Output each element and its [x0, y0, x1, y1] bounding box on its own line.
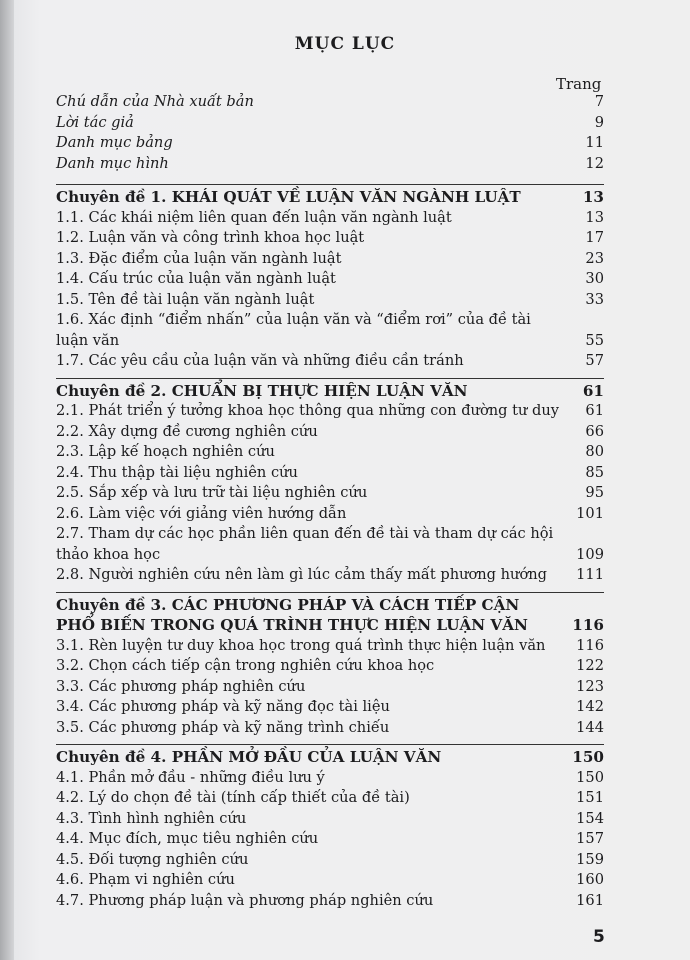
- toc-entry-title: 2.4. Thu thập tài liệu nghiên cứu: [56, 463, 298, 481]
- toc-entry-page: 13: [585, 208, 604, 226]
- section-item: [56, 228, 604, 249]
- chapter-divider: [56, 378, 604, 379]
- toc-entry-page: 23: [585, 249, 604, 267]
- toc-entry-page: 116: [576, 636, 604, 654]
- toc-entry-title: 2.6. Làm việc với giảng viên hướng dẫn: [56, 504, 347, 522]
- toc-entry-title: 4.2. Lý do chọn đề tài (tính cấp thiết của đề tài): [56, 789, 410, 806]
- section-item: [56, 891, 604, 912]
- toc-entry-page: 33: [585, 290, 604, 308]
- toc-entry-title: 4.5. Đối tượng nghiên cứu: [56, 850, 249, 868]
- toc-entry-title: 2.2. Xây dựng đề cương nghiên cứu: [56, 422, 318, 440]
- section-item: [56, 483, 604, 504]
- toc-entry-title: 3.2. Chọn cách tiếp cận trong nghiên cứu khoa học: [56, 657, 435, 674]
- book-spine-shadow: [0, 0, 14, 960]
- toc-entry-page: 17: [585, 229, 604, 246]
- section-item: [56, 401, 604, 422]
- chapter-heading: [56, 187, 604, 208]
- toc-entry-title: Chuyên đề 1. KHÁI QUÁT VỀ LUẬN VĂN NGÀNH LUẬT: [56, 188, 521, 206]
- toc-entry-title: 4.1. Phần mở đầu - những điều lưu ý: [56, 768, 325, 786]
- toc-entry-title: 3.4. Các phương pháp và kỹ năng đọc tài liệu: [56, 698, 390, 715]
- toc-entry-title: 3.5. Các phương pháp và kỹ năng trình chiếu: [56, 718, 390, 736]
- toc-entry-title: Lời tác giả: [56, 113, 134, 131]
- toc-entry-page: 85: [585, 463, 604, 481]
- section-item: [56, 442, 604, 463]
- section-item: [56, 269, 604, 290]
- toc-entry-page: 116: [572, 616, 604, 634]
- page-column-label: Trang: [556, 75, 602, 93]
- section-item: [56, 768, 604, 789]
- section-item: [56, 697, 604, 718]
- table-of-contents: [56, 92, 604, 911]
- front-matter-item: [56, 154, 604, 175]
- toc-entry-page: 123: [576, 677, 604, 695]
- toc-entry-title: 2.7. Tham dự các học phần liên quan đến đề tài và tham dự các hội thảo khoa học: [56, 525, 554, 563]
- toc-entry-title: 3.3. Các phương pháp nghiên cứu: [56, 677, 306, 695]
- section-item: [56, 677, 604, 698]
- toc-entry-page: 159: [576, 850, 604, 868]
- section-item: [56, 636, 604, 657]
- toc-entry-page: 142: [576, 698, 604, 715]
- section-item: [56, 809, 604, 830]
- toc-entry-title: 2.5. Sắp xếp và lưu trữ tài liệu nghiên cứu: [56, 484, 368, 501]
- toc-entry-page: 101: [576, 504, 604, 522]
- toc-entry-title: Chuyên đề 3. CÁC PHƯƠNG PHÁP VÀ CÁCH TIẾP CẬN PHỔ BIẾN TRONG QUÁ TRÌNH THỰC HIỆN LUẬN VĂN: [56, 595, 528, 634]
- toc-entry-title: 1.7. Các yêu cầu của luận văn và những điều cần tránh: [56, 352, 464, 369]
- toc-entry-page: 160: [576, 871, 604, 888]
- toc-entry-title: 1.2. Luận văn và công trình khoa học luật: [56, 229, 365, 246]
- toc-entry-title: Chuyên đề 2. CHUẨN BỊ THỰC HIỆN LUẬN VĂN: [56, 381, 468, 400]
- toc-entry-page: 150: [576, 768, 604, 786]
- section-item: [56, 249, 604, 270]
- toc-entry-title: 3.1. Rèn luyện tư duy khoa học trong quá trình thực hiện luận văn: [56, 636, 546, 654]
- section-item: [56, 788, 604, 809]
- page-title: MỤC LỤC: [294, 34, 396, 54]
- toc-entry-page: 151: [576, 789, 604, 806]
- section-item: [56, 504, 604, 525]
- toc-entry-page: 9: [594, 113, 604, 131]
- toc-entry-page: 161: [576, 891, 604, 909]
- section-item: [56, 310, 604, 351]
- toc-entry-page: 111: [576, 566, 604, 583]
- section-item: [56, 351, 604, 372]
- toc-entry-title: 1.6. Xác định “điểm nhấn” của luận văn và “điểm rơi” của đề tài luận văn: [56, 311, 531, 349]
- front-matter-item: [56, 133, 604, 154]
- toc-entry-title: Danh mục hình: [56, 154, 169, 172]
- toc-entry-page: 30: [585, 270, 604, 287]
- toc-entry-title: 2.1. Phát triển ý tưởng khoa học thông qua những con đường tư duy: [56, 402, 559, 419]
- toc-entry-page: 11: [585, 134, 604, 151]
- page-number: 5: [593, 927, 605, 947]
- toc-entry-page: 154: [576, 809, 604, 827]
- section-item: [56, 290, 604, 311]
- toc-entry-page: 150: [572, 748, 604, 766]
- toc-entry-title: Chuyên đề 4. PHẦN MỞ ĐẦU CỦA LUẬN VĂN: [56, 748, 442, 766]
- chapter-divider: [56, 744, 604, 745]
- chapter-divider: [56, 184, 604, 185]
- toc-entry-page: 61: [585, 402, 604, 419]
- toc-entry-title: 2.8. Người nghiên cứu nên làm gì lúc cảm thấy mất phương hướng: [56, 566, 547, 583]
- section-item: [56, 870, 604, 891]
- toc-entry-title: 4.4. Mục đích, mục tiêu nghiên cứu: [56, 830, 319, 847]
- chapter-heading: [56, 381, 604, 402]
- section-item: [56, 463, 604, 484]
- toc-entry-title: Danh mục bảng: [56, 134, 173, 151]
- toc-entry-page: 55: [585, 331, 604, 349]
- toc-entry-page: 157: [576, 830, 604, 847]
- section-item: [56, 718, 604, 739]
- section-item: [56, 422, 604, 443]
- toc-entry-page: 122: [576, 657, 604, 674]
- toc-entry-page: 109: [576, 545, 604, 563]
- section-item: [56, 565, 604, 586]
- section-item: [56, 829, 604, 850]
- toc-entry-page: 13: [582, 188, 604, 206]
- toc-entry-page: 66: [585, 422, 604, 440]
- chapter-heading: [56, 595, 604, 636]
- toc-entry-page: 95: [585, 484, 604, 501]
- section-item: [56, 208, 604, 229]
- toc-entry-title: 2.3. Lập kế hoạch nghiên cứu: [56, 443, 275, 460]
- toc-entry-title: 4.7. Phương pháp luận và phương pháp nghiên cứu: [56, 891, 434, 909]
- section-item: [56, 656, 604, 677]
- toc-entry-title: 1.5. Tên đề tài luận văn ngành luật: [56, 290, 315, 308]
- toc-entry-title: 4.6. Phạm vi nghiên cứu: [56, 871, 235, 888]
- toc-entry-page: 61: [582, 381, 604, 400]
- front-matter-item: [56, 92, 604, 113]
- section-item: [56, 850, 604, 871]
- toc-entry-page: 12: [585, 154, 604, 172]
- chapter-divider: [56, 592, 604, 593]
- front-matter-item: [56, 113, 604, 134]
- toc-entry-title: 1.3. Đặc điểm của luận văn ngành luật: [56, 249, 342, 267]
- toc-entry-page: 7: [594, 93, 604, 110]
- toc-entry-title: 1.1. Các khái niệm liên quan đến luận văn ngành luật: [56, 208, 452, 226]
- toc-entry-title: Chú dẫn của Nhà xuất bản: [56, 93, 254, 110]
- section-item: [56, 524, 604, 565]
- toc-entry-page: 57: [585, 352, 604, 369]
- toc-entry-title: 1.4. Cấu trúc của luận văn ngành luật: [56, 270, 336, 287]
- toc-entry-page: 144: [576, 718, 604, 736]
- toc-entry-title: 4.3. Tình hình nghiên cứu: [56, 809, 247, 827]
- chapter-heading: [56, 747, 604, 768]
- toc-entry-page: 80: [585, 443, 604, 460]
